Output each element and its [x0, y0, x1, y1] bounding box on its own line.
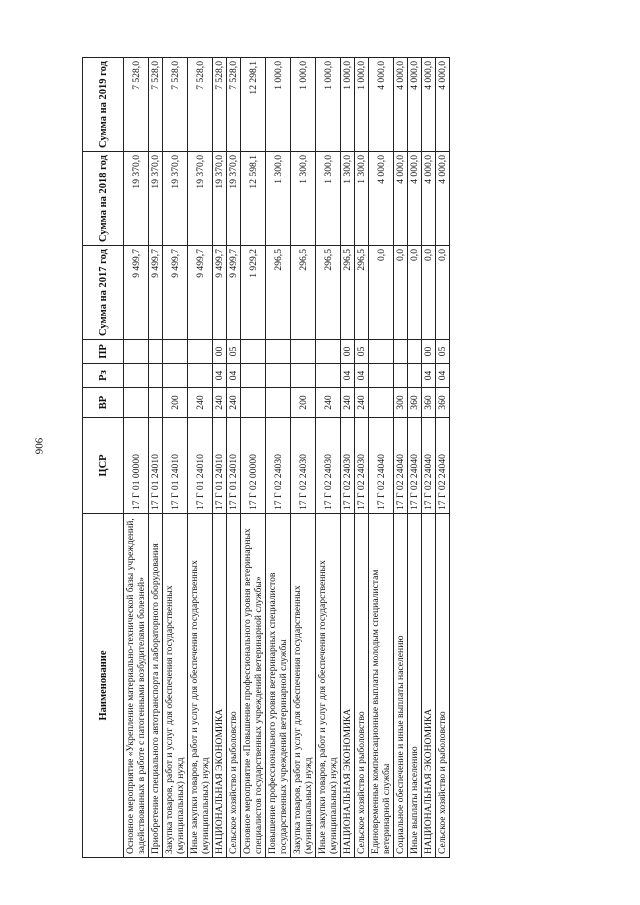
cell-sum-2017: 9 499,7	[227, 246, 241, 340]
table-row	[266, 58, 291, 858]
cell-name: Основное мероприятие «Укрепление материально-технической базы учреждений, задействованных в работе с патогенными возбудителями болезней»	[124, 514, 149, 858]
cell-csr: 17 Г 01 00000	[124, 418, 149, 514]
cell-pr	[188, 340, 213, 364]
cell-csr: 17 Г 01 24010	[163, 418, 188, 514]
cell-rz	[316, 364, 341, 388]
cell-sum-2017: 9 499,7	[124, 246, 149, 340]
cell-sum-2018: 1 300,0	[291, 152, 316, 246]
cell-sum-2019: 7 528,0	[227, 58, 241, 152]
cell-name: Иные закупки товаров, работ и услуг для обеспечения государственных (муниципальных) нужд	[188, 514, 213, 858]
cell-vr: 360	[408, 388, 422, 418]
cell-pr	[163, 340, 188, 364]
cell-vr: 200	[291, 388, 316, 418]
header-sum-2019: Сумма на 2019 год	[83, 58, 124, 152]
cell-pr	[394, 340, 408, 364]
cell-pr: 05	[436, 340, 450, 364]
cell-name: Сельское хозяйство и рыболовство	[436, 514, 450, 858]
header-csr: ЦСР	[83, 418, 124, 514]
cell-vr: 240	[188, 388, 213, 418]
table-row	[341, 58, 355, 858]
cell-sum-2018: 4 000,0	[422, 152, 436, 246]
cell-sum-2019: 7 528,0	[213, 58, 227, 152]
cell-sum-2019: 4 000,0	[394, 58, 408, 152]
cell-sum-2017: 0,0	[436, 246, 450, 340]
table-row	[213, 58, 227, 858]
cell-sum-2018: 1 300,0	[316, 152, 341, 246]
cell-csr: 17 Г 02 24030	[266, 418, 291, 514]
cell-name: Единовременные компенсационные выплаты молодым специалистам ветеринарной службы	[369, 514, 394, 858]
cell-pr	[241, 340, 266, 364]
table-header-row	[83, 58, 124, 858]
cell-rz	[369, 364, 394, 388]
cell-sum-2018: 19 370,0	[149, 152, 163, 246]
header-sum-2017: Сумма на 2017 год	[83, 246, 124, 340]
table-row	[188, 58, 213, 858]
cell-csr: 17 Г 02 24040	[422, 418, 436, 514]
budget-table	[82, 57, 450, 858]
table-row	[369, 58, 394, 858]
cell-vr	[266, 388, 291, 418]
table-row	[436, 58, 450, 858]
cell-rz: 04	[422, 364, 436, 388]
cell-rz: 04	[341, 364, 355, 388]
cell-sum-2017: 0,0	[408, 246, 422, 340]
cell-vr: 240	[341, 388, 355, 418]
cell-rz	[408, 364, 422, 388]
cell-sum-2017: 296,5	[341, 246, 355, 340]
cell-csr: 17 Г 01 24010	[213, 418, 227, 514]
cell-sum-2018: 19 370,0	[188, 152, 213, 246]
cell-sum-2018: 1 300,0	[355, 152, 369, 246]
cell-rz	[163, 364, 188, 388]
cell-sum-2019: 7 528,0	[163, 58, 188, 152]
table-body	[124, 58, 450, 858]
cell-csr: 17 Г 02 24040	[408, 418, 422, 514]
cell-csr: 17 Г 02 24030	[291, 418, 316, 514]
cell-rz: 04	[355, 364, 369, 388]
cell-sum-2019: 1 000,0	[316, 58, 341, 152]
cell-csr: 17 Г 02 24030	[316, 418, 341, 514]
header-rz: Рз	[83, 364, 124, 388]
cell-sum-2018: 19 370,0	[213, 152, 227, 246]
table-row	[163, 58, 188, 858]
cell-sum-2017: 296,5	[291, 246, 316, 340]
table-row	[241, 58, 266, 858]
cell-name: НАЦИОНАЛЬНАЯ ЭКОНОМИКА	[341, 514, 355, 858]
cell-csr: 17 Г 01 24010	[188, 418, 213, 514]
cell-csr: 17 Г 02 24030	[341, 418, 355, 514]
cell-csr: 17 Г 02 00000	[241, 418, 266, 514]
cell-rz: 04	[213, 364, 227, 388]
cell-csr: 17 Г 01 24010	[149, 418, 163, 514]
cell-csr: 17 Г 01 24010	[227, 418, 241, 514]
cell-sum-2019: 1 000,0	[341, 58, 355, 152]
cell-sum-2018: 4 000,0	[408, 152, 422, 246]
table-row	[227, 58, 241, 858]
cell-sum-2018: 1 300,0	[341, 152, 355, 246]
cell-sum-2018: 1 300,0	[266, 152, 291, 246]
cell-sum-2017: 1 929,2	[241, 246, 266, 340]
cell-rz	[241, 364, 266, 388]
cell-sum-2018: 19 370,0	[124, 152, 149, 246]
cell-vr	[241, 388, 266, 418]
cell-sum-2018: 12 598,1	[241, 152, 266, 246]
page-number: 906	[32, 437, 45, 455]
cell-rz	[394, 364, 408, 388]
cell-pr: 00	[213, 340, 227, 364]
cell-csr: 17 Г 02 24040	[436, 418, 450, 514]
cell-pr	[124, 340, 149, 364]
table-row	[316, 58, 341, 858]
cell-sum-2018: 4 000,0	[394, 152, 408, 246]
table-row	[124, 58, 149, 858]
table-row	[394, 58, 408, 858]
cell-sum-2019: 4 000,0	[436, 58, 450, 152]
cell-sum-2017: 0,0	[394, 246, 408, 340]
cell-sum-2017: 0,0	[422, 246, 436, 340]
cell-sum-2019: 1 000,0	[291, 58, 316, 152]
cell-vr: 360	[436, 388, 450, 418]
header-vr: ВР	[83, 388, 124, 418]
table-row	[291, 58, 316, 858]
cell-name: НАЦИОНАЛЬНАЯ ЭКОНОМИКА	[213, 514, 227, 858]
cell-sum-2017: 296,5	[316, 246, 341, 340]
cell-csr: 17 Г 02 24040	[394, 418, 408, 514]
cell-vr: 240	[213, 388, 227, 418]
cell-csr: 17 Г 02 24040	[369, 418, 394, 514]
cell-name: Закупка товаров, работ и услуг для обеспечения государственных (муниципальных) нужд	[163, 514, 188, 858]
cell-vr: 240	[227, 388, 241, 418]
cell-pr	[149, 340, 163, 364]
cell-sum-2017: 296,5	[355, 246, 369, 340]
cell-pr: 00	[422, 340, 436, 364]
cell-vr: 360	[422, 388, 436, 418]
cell-vr: 240	[355, 388, 369, 418]
cell-sum-2019: 12 298,1	[241, 58, 266, 152]
table-row	[149, 58, 163, 858]
cell-pr	[408, 340, 422, 364]
cell-name: Сельское хозяйство и рыболовство	[355, 514, 369, 858]
cell-rz	[124, 364, 149, 388]
cell-vr	[369, 388, 394, 418]
cell-csr: 17 Г 02 24030	[355, 418, 369, 514]
cell-pr	[291, 340, 316, 364]
cell-sum-2017: 9 499,7	[213, 246, 227, 340]
cell-rz: 04	[436, 364, 450, 388]
cell-sum-2019: 4 000,0	[369, 58, 394, 152]
cell-sum-2019: 1 000,0	[266, 58, 291, 152]
cell-pr: 05	[355, 340, 369, 364]
cell-sum-2018: 19 370,0	[227, 152, 241, 246]
cell-sum-2018: 4 000,0	[436, 152, 450, 246]
cell-name: Иные выплаты населению	[408, 514, 422, 858]
cell-sum-2018: 19 370,0	[163, 152, 188, 246]
cell-sum-2017: 296,5	[266, 246, 291, 340]
header-pr: ПР	[83, 340, 124, 364]
cell-vr	[124, 388, 149, 418]
cell-rz	[149, 364, 163, 388]
cell-rz	[266, 364, 291, 388]
cell-vr: 300	[394, 388, 408, 418]
cell-rz	[291, 364, 316, 388]
cell-name: Социальное обеспечение и иные выплаты населению	[394, 514, 408, 858]
budget-table-container	[82, 58, 560, 858]
cell-vr: 200	[163, 388, 188, 418]
cell-vr	[149, 388, 163, 418]
cell-pr	[316, 340, 341, 364]
cell-pr: 00	[341, 340, 355, 364]
cell-pr	[266, 340, 291, 364]
cell-name: НАЦИОНАЛЬНАЯ ЭКОНОМИКА	[422, 514, 436, 858]
cell-sum-2019: 7 528,0	[149, 58, 163, 152]
cell-sum-2019: 4 000,0	[408, 58, 422, 152]
cell-sum-2019: 4 000,0	[422, 58, 436, 152]
cell-pr: 05	[227, 340, 241, 364]
cell-name: Сельское хозяйство и рыболовство	[227, 514, 241, 858]
cell-sum-2017: 9 499,7	[163, 246, 188, 340]
cell-pr	[369, 340, 394, 364]
cell-name: Повышение профессионального уровня ветеринарных специалистов государственных учреждений ветеринарной службы	[266, 514, 291, 858]
cell-name: Основное мероприятие «Повышение профессионального уровня ветеринарных специалистов государственных учреждений ветеринарной службы»	[241, 514, 266, 858]
cell-sum-2017: 9 499,7	[188, 246, 213, 340]
table-row	[408, 58, 422, 858]
cell-sum-2019: 7 528,0	[188, 58, 213, 152]
cell-sum-2019: 7 528,0	[124, 58, 149, 152]
table-row	[355, 58, 369, 858]
cell-name: Иные закупки товаров, работ и услуг для обеспечения государственных (муниципальных) нужд	[316, 514, 341, 858]
cell-sum-2017: 9 499,7	[149, 246, 163, 340]
table-row	[422, 58, 436, 858]
header-name: Наименование	[83, 514, 124, 858]
cell-rz: 04	[227, 364, 241, 388]
cell-vr: 240	[316, 388, 341, 418]
cell-sum-2019: 1 000,0	[355, 58, 369, 152]
cell-name: Закупка товаров, работ и услуг для обеспечения государственных (муниципальных) нужд	[291, 514, 316, 858]
cell-sum-2018: 4 000,0	[369, 152, 394, 246]
cell-rz	[188, 364, 213, 388]
cell-name: Приобретение специального автотранспорта и лабораторного оборудования	[149, 514, 163, 858]
header-sum-2018: Сумма на 2018 год	[83, 152, 124, 246]
cell-sum-2017: 0,0	[369, 246, 394, 340]
